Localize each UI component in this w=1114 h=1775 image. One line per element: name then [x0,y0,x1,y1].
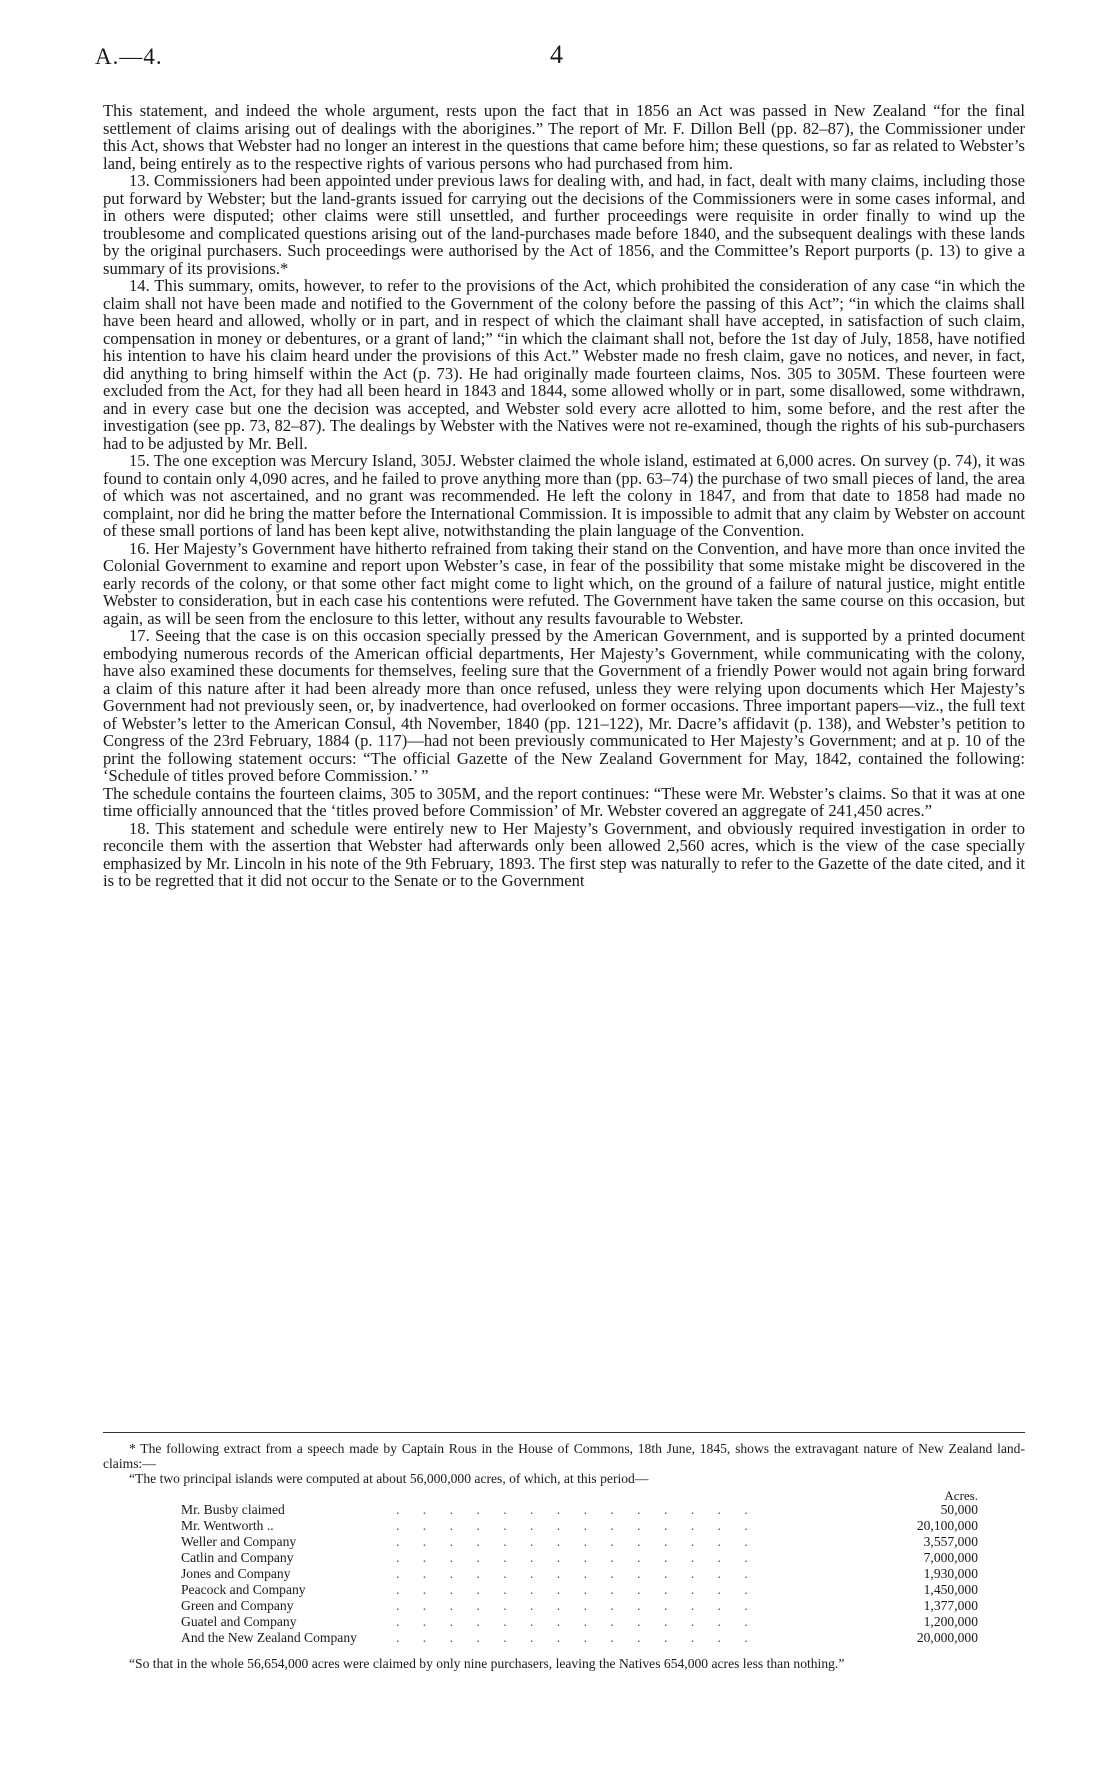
claimant-name: Mr. Busby claimed [181,1502,285,1517]
table-row [181,1630,978,1646]
table-row [181,1582,978,1598]
acres-value: 1,377,000 [923,1598,978,1613]
table-row [181,1550,978,1566]
paragraph-17: 17. Seeing that the case is on this occasion specially pressed by the American Government, and is supported by a printed document embodying numerous records of the American official departments, Her Majesty’s Government, while communicating with the colony, have also examined these documents for themselves, feeling sure that the Government of a friendly Power would not again bring forward a claim of this nature after it had been already more than once refused, unless they were relying upon documents which Her Majesty’s Government had not previously seen, or, by inadvertence, had overlooked on former occasions. Three important papers—viz., the full text of Webster’s letter to the American Consul, 4th November, 1840 (pp. 121–122), Mr. Dacre’s affidavit (p. 138), and Webster’s petition to Congress of the 23rd February, 1884 (p. 117)—had not been previously communicated to Her Majesty’s Government; and at p. 10 of the print the following statement occurs: “The official Gazette of the New Zealand Government for May, 1842, contained the following: ‘Schedule of titles proved before Commission.’ ” [103,626,1025,785]
table-row [181,1534,978,1550]
acres-value: 50,000 [940,1502,978,1517]
footnote-intro: * The following extract from a speech made by Captain Rous in the House of Commons, 18th June, 1845, shows the extravagant nature of New Zealand land-claims:— [103,1441,1025,1471]
leader-dots: . . . . . . . . . . . . . . [396,1502,758,1517]
claimant-name: Weller and Company [181,1534,297,1549]
body-text [103,102,1025,890]
table-row [181,1598,978,1614]
document-reference: A.—4. [95,44,163,69]
claimant-name: Guatel and Company [181,1614,297,1629]
paragraph-schedule: The schedule contains the fourteen claims, 305 to 305M, and the report continues: “These were Mr. Webster’s claims. So that it was at one time officially announced that the ‘titles proved before Commission’ of Mr. Webster covered an aggregate of 241,450 acres.” [103,783,1025,820]
footnote [103,1441,1025,1671]
leader-dots: . . . . . . . . . . . . . . [396,1534,758,1549]
land-claims-table [103,1488,1025,1656]
paragraph-18: 18. This statement and schedule were entirely new to Her Majesty’s Government, and obviously required investigation in order to reconcile them with the assertion that Webster had afterwards only been allowed 2,560 acres, which is the view of the case specially emphasized by Mr. Lincoln in his note of the 9th February, 1893. The first step was naturally to refer to the Gazette of the date cited, and it is to be regretted that it did not occur to the Senate or to the Government [103,818,1025,890]
claimant-name: Peacock and Company [181,1582,306,1597]
acres-value: 1,200,000 [923,1614,978,1629]
table-row [181,1502,978,1518]
leader-dots: . . . . . . . . . . . . . . [396,1566,758,1581]
claimant-name: And the New Zealand Company [181,1630,357,1645]
table-row [181,1518,978,1534]
acres-column-header: Acres. [944,1488,978,1503]
acres-value: 3,557,000 [923,1534,978,1549]
acres-value: 1,450,000 [923,1582,978,1597]
leader-dots: . . . . . . . . . . . . . . [396,1598,758,1613]
footnote-closing: “So that in the whole 56,654,000 acres were claimed by only nine purchasers, leaving the Natives 654,000 acres less than nothing.” [129,1656,845,1671]
paragraph-continued: This statement, and indeed the whole argument, rests upon the fact that in 1856 an Act was passed in New Zealand “for the final settlement of claims arising out of dealings with the aborigines.” The report of Mr. F. Dillon Bell (pp. 82–87), the Commissioner under this Act, shows that Webster had no longer an interest in the questions that came before him; these questions, so far as related to Webster’s land, being entirely as to the respective rights of various persons who had purchased from him. [103,101,1025,173]
paragraph-16: 16. Her Majesty’s Government have hitherto refrained from taking their stand on the Convention, and have more than once invited the Colonial Government to examine and report upon Webster’s case, in fear of the possibility that some mistake might be discovered in the early records of the colony, or that some other fact might come to light which, on the ground of a failure of natural justice, might entitle Webster to consideration, but in each case his contentions were refuted. The Government have taken the same course on this occasion, but again, as will be seen from the enclosure to this letter, without any results favourable to Webster. [103,538,1025,628]
leader-dots: . . . . . . . . . . . . . . [396,1614,758,1629]
claimant-name: Mr. Wentworth .. [181,1518,274,1533]
claimant-name: Green and Company [181,1598,294,1613]
acres-value: 20,000,000 [916,1630,978,1645]
paragraph-13: 13. Commissioners had been appointed under previous laws for dealing with, and had, in fact, dealt with many claims, including those put forward by Webster; but the land-grants issued for carrying out the decisions of the Commissioners were in some cases informal, and in others were disputed; other claims were still unsettled, and further proceedings were requisite in order finally to wind up the troublesome and complicated questions arising out of the land-purchases made before 1840, and the subsequent dealings with these lands by the original purchasers. Such proceedings were authorised by the Act of 1856, and the Committee’s Report purports (p. 13) to give a summary of its provisions.* [103,171,1025,278]
acres-value: 1,930,000 [923,1566,978,1581]
page-number: 4 [550,40,563,69]
claimant-name: Jones and Company [181,1566,291,1581]
page-header [95,40,1025,84]
footnote-quote: “The two principal islands were computed at about 56,000,000 acres, of which, at this period— [129,1471,649,1486]
leader-dots: . . . . . . . . . . . . . . [396,1518,758,1533]
table-row [181,1566,978,1582]
acres-value: 7,000,000 [923,1550,978,1565]
footnote-divider [103,1432,1025,1433]
claimant-name: Catlin and Company [181,1550,294,1565]
leader-dots: . . . . . . . . . . . . . . [396,1582,758,1597]
paragraph-15: 15. The one exception was Mercury Island, 305J. Webster claimed the whole island, estimated at 6,000 acres. On survey (p. 74), it was found to contain only 4,090 acres, and he failed to prove anything more than (pp. 63–74) the purchase of two small pieces of land, the area of which was not ascertained, and no grant was recommended. He left the colony in 1847, and from that date to 1858 had made no complaint, nor did he bring the matter before the International Commission. It is impossible to admit that any claim by Webster on account of these small portions of land has been kept alive, notwithstanding the plain language of the Convention. [103,451,1025,540]
leader-dots: . . . . . . . . . . . . . . [396,1630,758,1645]
acres-value: 20,100,000 [916,1518,978,1533]
table-row [181,1614,978,1630]
leader-dots: . . . . . . . . . . . . . . [396,1550,758,1565]
paragraph-14: 14. This summary, omits, however, to refer to the provisions of the Act, which prohibited the consideration of any case “in which the claim shall not have been made and notified to the Government of the colony before the passing of this Act”; “in which the claims shall have been heard and allowed, wholly or in part, and in respect of which the claimant shall have accepted, in satisfaction of such claim, compensation in money or debentures, or a grant of land;” “in which the claimant shall not, before the 1st day of July, 1858, have notified his intention to have his claim heard under the provisions of this Act.” Webster made no fresh claim, gave no notices, and never, in fact, did anything to bring himself within the Act (p. 73). He had originally made fourteen claims, Nos. 305 to 305M. These fourteen were excluded from the Act, for they had all been heard in 1843 and 1844, some allowed wholly or in part, some disallowed, some withdrawn, and in every case but one the decision was accepted, and Webster sold every acre allotted to him, some before, and the rest after the investigation (see pp. 73, 82–87). The dealings by Webster with the Natives were not re-examined, though the rights of his sub-purchasers had to be adjusted by Mr. Bell. [103,276,1025,453]
